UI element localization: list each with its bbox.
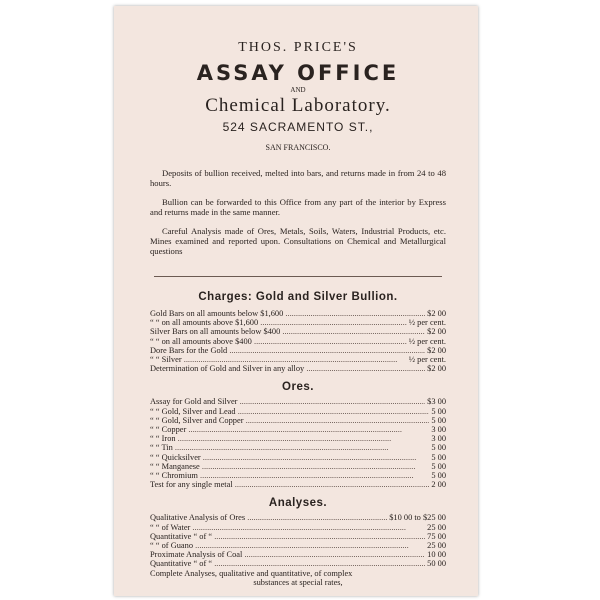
row-value: 50 00 — [427, 559, 446, 569]
row-value: 3 00 — [431, 425, 446, 435]
row-value: 2 00 — [431, 480, 446, 490]
row-value: $10 00 to $25 00 — [389, 513, 446, 523]
special-rates-note: substances at special rates, — [253, 577, 343, 587]
row-label: “ “ Silver ..... — [150, 355, 407, 364]
paragraph-bullion: Bullion can be forwarded to this Office from any part of the interior by Express and returns made in the same manner. — [150, 197, 446, 217]
row-value: 5 00 — [431, 452, 446, 462]
price-row — [150, 434, 446, 443]
row-label: “ “ Gold, Silver and Copper ..... — [150, 416, 429, 425]
row-label: Gold Bars on all amounts below $1,600 ..... — [150, 309, 425, 318]
price-row — [150, 559, 446, 568]
price-row — [150, 443, 446, 452]
row-value: 5 00 — [431, 415, 446, 425]
price-row — [150, 355, 446, 364]
row-value: 5 00 — [431, 443, 446, 453]
price-row — [150, 364, 446, 373]
laboratory-title: Chemical Laboratory. — [205, 95, 391, 116]
row-label: “ “ of Guano ..... — [150, 541, 425, 550]
row-label: “ “ on all amounts above $1,600 ..... — [150, 318, 407, 327]
price-card — [114, 6, 478, 596]
row-value: 5 00 — [431, 471, 446, 481]
price-row — [150, 407, 446, 416]
row-label: Assay for Gold and Silver ..... — [150, 397, 425, 406]
price-row — [150, 425, 446, 434]
price-row — [150, 453, 446, 462]
row-label: “ “ Iron ..... — [150, 434, 429, 443]
row-label: “ “ of Water ..... — [150, 523, 425, 532]
row-value: ½ per cent. — [408, 355, 446, 365]
charges-list — [150, 309, 446, 373]
row-label: Qualitative Analysis of Ores ..... — [150, 513, 387, 522]
row-label: Dore Bars for the Gold ..... — [150, 346, 425, 355]
row-value: $2 00 — [427, 364, 446, 374]
row-label: “ “ Tin ..... — [150, 443, 429, 452]
price-row — [150, 327, 446, 336]
row-value: $2 00 — [427, 345, 446, 355]
row-value: ½ per cent. — [408, 336, 446, 346]
analyses-list — [150, 513, 446, 587]
row-value: $3 00 — [427, 397, 446, 407]
row-value: 10 00 — [427, 550, 446, 560]
row-label: “ “ Quicksilver ..... — [150, 453, 429, 462]
row-value: $2 00 — [427, 309, 446, 318]
row-value: ½ per cent. — [408, 318, 446, 328]
price-row — [150, 471, 446, 480]
row-label: “ “ Chromium ..... — [150, 471, 429, 480]
price-row — [150, 309, 446, 318]
price-row — [150, 523, 446, 532]
assay-office-title: ASSAY OFFICE — [196, 61, 400, 85]
row-value: $2 00 — [427, 327, 446, 337]
row-value: 5 00 — [431, 461, 446, 471]
city-name: SAN FRANCISCO. — [265, 143, 331, 152]
row-label: Proximate Analysis of Coal ..... — [150, 550, 425, 559]
price-row — [150, 513, 446, 522]
price-row — [150, 480, 446, 489]
row-label: Silver Bars on all amounts below $400 ..... — [150, 327, 425, 336]
analyses-heading: Analyses. — [268, 497, 328, 510]
proprietor-name: THOS. PRICE'S — [238, 40, 358, 55]
ores-heading: Ores. — [282, 381, 314, 394]
price-row — [150, 462, 446, 471]
row-value: 25 00 — [427, 541, 446, 551]
row-label: Quantitative “ of “ ..... — [150, 532, 425, 541]
price-row — [150, 541, 446, 550]
row-label: “ “ Manganese ..... — [150, 462, 429, 471]
price-row — [150, 397, 446, 406]
price-row — [150, 416, 446, 425]
price-row — [150, 337, 446, 346]
street-address: 524 SACRAMENTO ST., — [222, 120, 374, 134]
row-value: 5 00 — [431, 406, 446, 416]
and-word: AND — [290, 86, 306, 94]
price-row — [150, 550, 446, 559]
row-value: 25 00 — [427, 522, 446, 532]
charges-heading: Charges: Gold and Silver Bullion. — [198, 291, 398, 303]
ores-list — [150, 397, 446, 489]
row-label: “ “ Copper ..... — [150, 425, 429, 434]
row-label: “ “ on all amounts above $400 ..... — [150, 337, 407, 346]
price-row — [150, 346, 446, 355]
row-value: 3 00 — [431, 434, 446, 444]
divider-rule — [154, 276, 442, 277]
price-row — [150, 318, 446, 327]
row-value: 75 00 — [427, 531, 446, 541]
price-row — [150, 532, 446, 541]
row-label: Determination of Gold and Silver in any alloy ..... — [150, 364, 425, 373]
complete-analyses-note: Complete Analyses, qualitative and quantitative, of complex — [150, 568, 353, 578]
row-label: Quantitative “ of “ ..... — [150, 559, 425, 568]
paragraph-deposits: Deposits of bullion received, melted into bars, and returns made in from 24 to 48 hours. — [150, 168, 446, 188]
paragraph-analysis: Careful Analysis made of Ores, Metals, Soils, Waters, Industrial Products, etc. Mines examined and reported upon. Consultations on Chemical and Metallurgical questions — [150, 226, 446, 256]
row-label: “ “ Gold, Silver and Lead ..... — [150, 407, 429, 416]
row-label: Test for any single metal ..... — [150, 480, 429, 489]
